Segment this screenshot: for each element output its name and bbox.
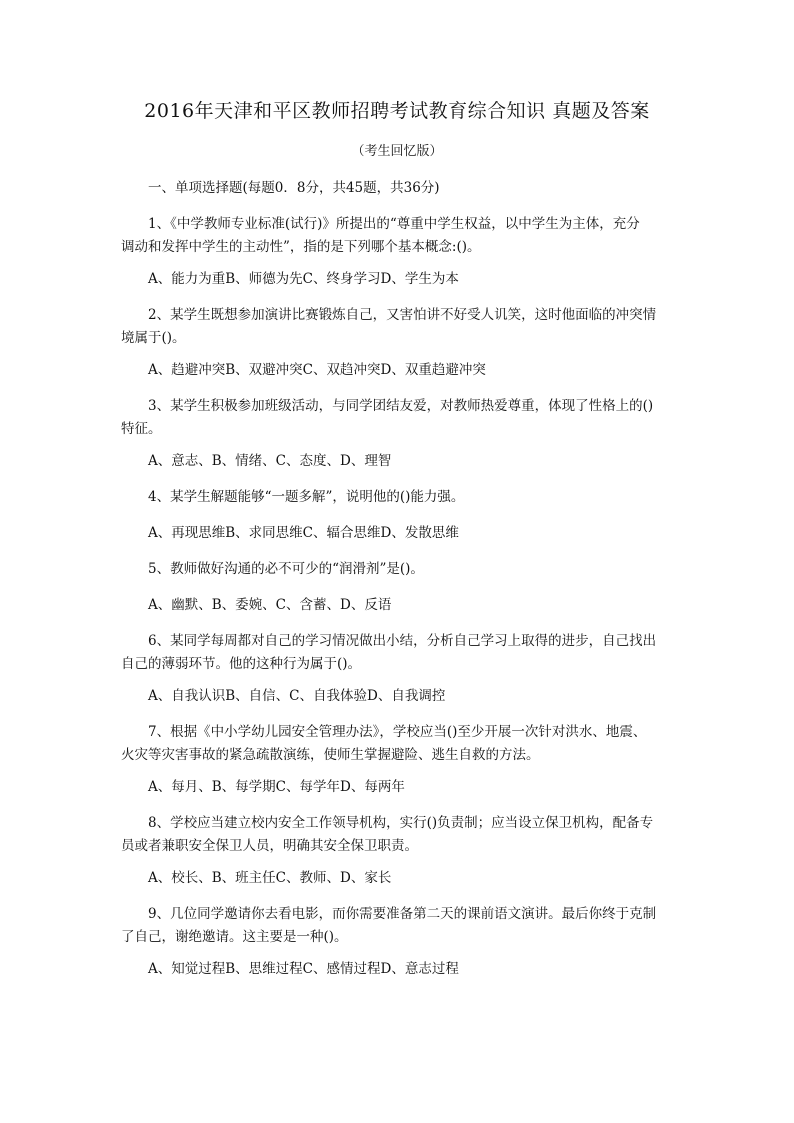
question-5-options: A、幽默、B、委婉、C、含蓄、D、反语 xyxy=(148,597,392,613)
question-6-line-1: 6、某同学每周都对自己的学习情况做出小结，分析自己学习上取得的进步，自己找出 xyxy=(148,633,657,649)
question-3-options: A、意志、B、情绪、C、态度、D、理智 xyxy=(148,453,392,469)
question-7-line-1: 7、根据《中小学幼儿园安全管理办法》，学校应当()至少开展一次针对洪水、地震、 xyxy=(148,724,647,740)
question-3-line-2: 特征。 xyxy=(121,421,162,437)
question-9-line-2: 了自己，谢绝邀请。这主要是一种()。 xyxy=(121,929,348,945)
question-2-options: A、趋避冲突B、双避冲突C、双趋冲突D、双重趋避冲突 xyxy=(148,362,486,378)
question-7-options: A、每月、B、每学期C、每学年D、每两年 xyxy=(148,779,405,795)
document-title: 2016年天津和平区教师招聘考试教育综合知识 真题及答案 xyxy=(144,100,650,122)
question-4-line-1: 4、某学生解题能够“一题多解”，说明他的()能力强。 xyxy=(148,489,465,505)
section-heading: 一、单项选择题(每题0．8分，共45题，共36分) xyxy=(148,180,440,196)
question-8-line-1: 8、学校应当建立校内安全工作领导机构，实行()负责制；应当设立保卫机构，配备专 xyxy=(148,815,654,831)
question-6-options: A、自我认识B、自信、C、自我体验D、自我调控 xyxy=(148,688,446,704)
question-8-options: A、校长、B、班主任C、教师、D、家长 xyxy=(148,870,392,886)
question-3-line-1: 3、某学生积极参加班级活动，与同学团结友爱，对教师热爱尊重，体现了性格上的() xyxy=(148,398,654,414)
question-1-line-1: 1、《中学教师专业标准(试行)》所提出的“尊重中学生权益，以中学生为主体，充分 xyxy=(148,216,640,232)
question-9-options: A、知觉过程B、思维过程C、感情过程D、意志过程 xyxy=(148,961,459,977)
document-subtitle: （考生回忆版） xyxy=(351,144,443,159)
question-1-line-2: 调动和发挥中学生的主动性”，指的是下列哪个基本概念:()。 xyxy=(121,239,481,255)
question-9-line-1: 9、几位同学邀请你去看电影，而你需要准备第二天的课前语文演讲。最后你终于克制 xyxy=(148,906,657,922)
question-2-line-2: 境属于()。 xyxy=(121,330,186,346)
question-8-line-2: 员或者兼职安全保卫人员，明确其安全保卫职责。 xyxy=(121,838,418,854)
question-2-line-1: 2、某学生既想参加演讲比赛锻炼自己，又害怕讲不好受人讥笑，这时他面临的冲突情 xyxy=(148,307,657,323)
question-4-options: A、再现思维B、求同思维C、辐合思维D、发散思维 xyxy=(148,525,459,541)
question-1-options: A、能力为重B、师德为先C、终身学习D、学生为本 xyxy=(148,271,459,287)
question-7-line-2: 火灾等灾害事故的紧急疏散演练，使师生掌握避险、逃生自救的方法。 xyxy=(121,747,540,763)
question-6-line-2: 自己的薄弱环节。他的这种行为属于()。 xyxy=(121,656,362,672)
question-5-line-1: 5、教师做好沟通的必不可少的“润滑剂”是()。 xyxy=(148,561,424,577)
